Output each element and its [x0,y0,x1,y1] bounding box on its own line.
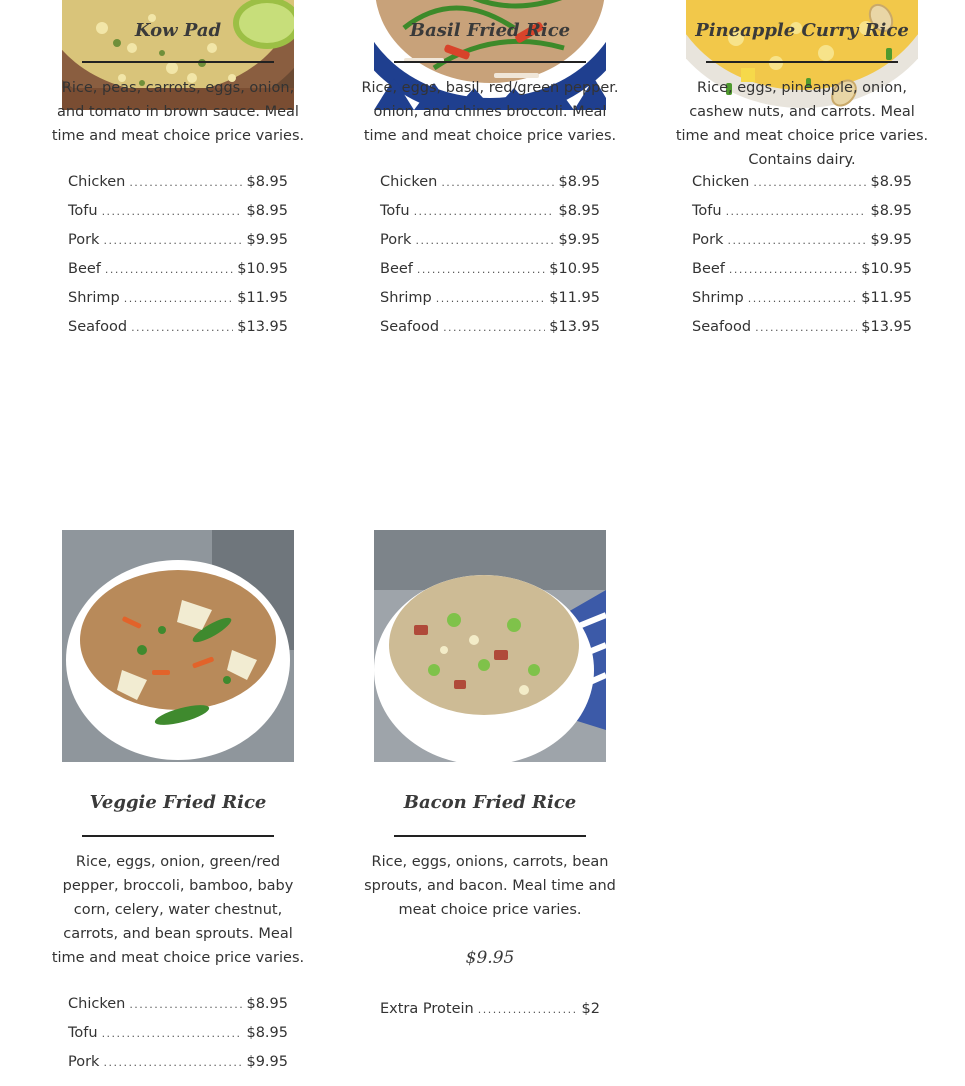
dot-leader [103,1048,242,1077]
protein-name: Pork [68,1054,100,1070]
dot-leader [415,226,554,255]
item-title: Basil Fried Rice [409,20,571,41]
title-divider [394,835,586,837]
protein-price: $9.95 [246,232,288,248]
protein-name: Tofu [68,203,98,219]
price-row [380,313,600,342]
protein-price: $8.95 [558,203,600,219]
price-row [380,284,600,313]
dot-leader [436,284,546,313]
protein-name: Pork [380,232,412,248]
protein-name: Chicken [68,996,126,1012]
item-description: Rice, eggs, onions, carrots, bean sprouts, and bacon. Meal time and meat choice price varies. [364,854,616,918]
price-row [692,313,912,342]
protein-name: Tofu [68,1025,98,1041]
protein-price: $10.95 [237,261,288,277]
price-row [68,168,288,197]
dot-leader [124,284,234,313]
dot-leader [443,313,545,342]
item-description: Rice, eggs, pineapple, onion, cashew nuts, and carrots. Meal time and meat choice price varies. Contains dairy. [675,80,929,168]
protein-name: Pork [692,232,724,248]
extra-name: Extra Protein [380,1001,474,1017]
protein-price: $8.95 [246,1025,288,1041]
price-row [380,168,600,197]
protein-name: Beef [692,261,725,277]
price-row [692,255,912,284]
protein-price: $8.95 [246,203,288,219]
item-description: Rice, eggs, basil, red/green pepper. onion, and chines broccoli. Meal time and meat choice price varies. [361,80,619,144]
price-row [68,197,288,226]
bacon-rice-photo [374,530,606,762]
dot-leader [726,197,867,226]
price-row [692,168,912,197]
protein-price: $11.95 [549,290,600,306]
item-description: Rice, eggs, onion, green/red pepper, broccoli, bamboo, baby corn, celery, water chestnut, carrots, and bean sprouts. Meal time and meat choice price varies. [51,854,305,966]
protein-price: $9.95 [870,232,912,248]
protein-name: Shrimp [68,290,120,306]
protein-name: Seafood [380,319,440,335]
dot-leader [753,168,866,197]
price-row [380,995,600,1024]
price-row [68,255,288,284]
protein-name: Chicken [380,174,438,190]
protein-price: $13.95 [237,319,288,335]
protein-name: Chicken [692,174,750,190]
dot-leader [129,990,242,1019]
protein-name: Shrimp [692,290,744,306]
protein-price: $8.95 [246,174,288,190]
flat-price: $9.95 [465,948,515,968]
price-row [380,255,600,284]
dot-leader [414,197,555,226]
protein-price: $10.95 [549,261,600,277]
price-list [68,168,288,342]
protein-price: $13.95 [549,319,600,335]
veggie-rice-photo [62,530,294,762]
dot-leader [441,168,554,197]
item-title: Veggie Fried Rice [89,792,267,813]
protein-price: $8.95 [870,203,912,219]
protein-name: Beef [380,261,413,277]
protein-name: Chicken [68,174,126,190]
price-row [380,197,600,226]
protein-name: Tofu [692,203,722,219]
protein-name: Seafood [68,319,128,335]
protein-price: $9.95 [246,1054,288,1070]
protein-price: $8.95 [558,174,600,190]
dot-leader [102,1019,243,1048]
dot-leader [105,255,233,284]
dot-leader [417,255,545,284]
protein-name: Tofu [380,203,410,219]
protein-name: Shrimp [380,290,432,306]
price-row [68,990,288,1019]
extras-list [380,995,600,1024]
extra-price: $2 [581,1001,600,1017]
price-row [68,313,288,342]
protein-price: $9.95 [558,232,600,248]
dot-leader [729,255,857,284]
price-list [692,168,912,342]
price-row [692,197,912,226]
dot-leader [727,226,866,255]
protein-price: $8.95 [246,996,288,1012]
title-divider [82,61,274,63]
protein-name: Pork [68,232,100,248]
protein-price: $11.95 [237,290,288,306]
dot-leader [102,197,243,226]
price-list [68,990,288,1077]
protein-price: $11.95 [861,290,912,306]
item-title: Bacon Fried Rice [403,792,577,813]
dot-leader [131,313,233,342]
protein-price: $10.95 [861,261,912,277]
dot-leader [748,284,858,313]
price-row [68,226,288,255]
protein-name: Beef [68,261,101,277]
protein-price: $13.95 [861,319,912,335]
item-title: Pineapple Curry Rice [695,20,909,41]
dot-leader [478,995,578,1024]
item-description: Rice, peas, carrots, eggs, onion, and tomato in brown sauce. Meal time and meat choice price varies. [51,80,305,144]
title-divider [82,835,274,837]
price-row [692,284,912,313]
title-divider [394,61,586,63]
dot-leader [103,226,242,255]
price-row [380,226,600,255]
title-divider [706,61,898,63]
price-row [692,226,912,255]
price-row [68,1019,288,1048]
protein-price: $8.95 [870,174,912,190]
price-row [68,1048,288,1077]
dot-leader [129,168,242,197]
price-list [380,168,600,342]
item-title: Kow Pad [134,20,222,41]
protein-name: Seafood [692,319,752,335]
dot-leader [755,313,857,342]
price-row [68,284,288,313]
